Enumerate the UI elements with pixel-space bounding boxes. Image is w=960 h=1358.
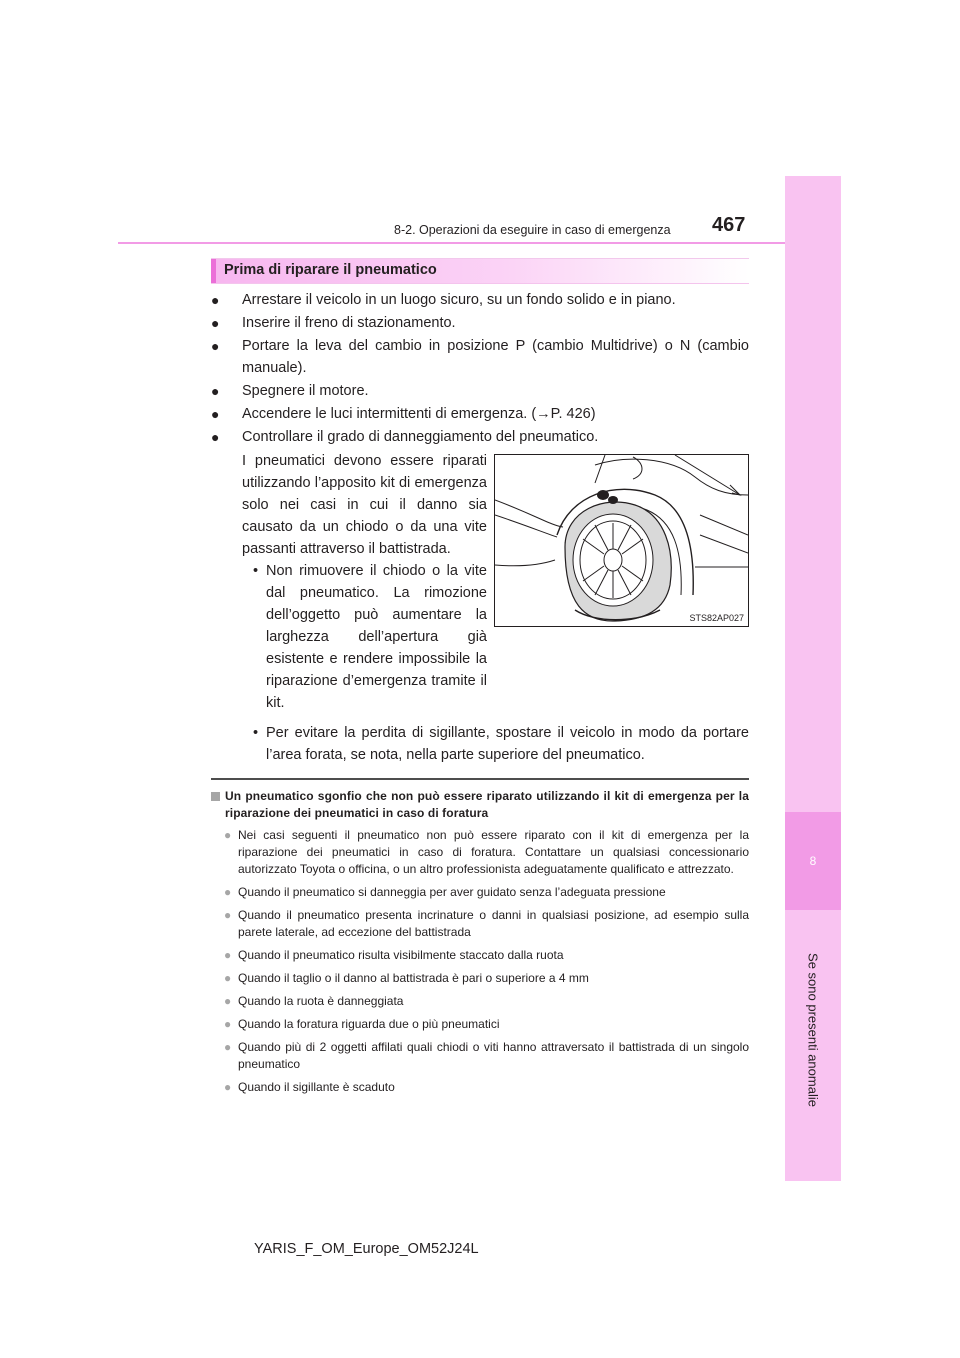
chapter-title: Se sono presenti anomalie — [805, 953, 821, 1107]
bullet-item: ● Spegnere il motore. — [211, 380, 749, 402]
note-dot-icon: ● — [224, 828, 232, 842]
sub-bullet-dot-icon: • — [253, 725, 259, 741]
note-dot-icon: ● — [224, 908, 232, 922]
sub-bullet-item: • Non rimuovere il chiodo o la vite dal pneumatico. La rimozione dell’oggetto può aumentare la larghezza dell’apertura già esistente e rendere impossibile la riparazione d’emergenza tramite il kit. — [242, 560, 487, 714]
tire-repair-paragraph — [242, 450, 487, 714]
note-title: Un pneumatico sgonfio che non può essere riparato utilizzando il kit di emergenza per la riparazione dei pneumatici in caso di foratura — [211, 788, 749, 822]
bullet-list — [211, 289, 749, 449]
running-header: 8-2. Operazioni da eseguire in caso di emergenza — [394, 223, 671, 237]
square-bullet-icon — [211, 792, 220, 801]
page-number: 467 — [712, 214, 746, 236]
chapter-number: 8 — [809, 854, 817, 868]
bullet-item: ● Arrestare il veicolo in un luogo sicuro, su un fondo solido e in piano. — [211, 289, 749, 311]
note-dot-icon: ● — [224, 971, 232, 985]
note-item: ● Quando più di 2 oggetti affilati quali chiodi o viti hanno attraversato il battistrada di un singolo pneumatico — [224, 1040, 749, 1071]
note-item: ● Quando la ruota è danneggiata — [224, 994, 404, 1008]
bullet-item: ● Accendere le luci intermittenti di emergenza. (→P. 426) — [211, 403, 749, 425]
flat-tire-illustration — [494, 454, 749, 627]
note-item: ● Quando il pneumatico risulta visibilmente staccato dalla ruota — [224, 948, 564, 962]
note-item: ● Nei casi seguenti il pneumatico non può essere riparato con il kit di emergenza per la riparazione dei pneumatici in caso di foratura. Contattare un qualsiasi concessionario autorizzato Toyota o officina, o un altro professionista adeguatamente qualificato e attrezzato. — [224, 828, 749, 876]
note-item: ● Quando il taglio o il danno al battistrada è pari o superiore a 4 mm — [224, 971, 589, 985]
section-heading-bar — [211, 258, 749, 283]
flat-tire-drawing — [495, 455, 748, 626]
header-rule — [118, 242, 785, 244]
note-dot-icon: ● — [224, 948, 232, 962]
bullet-dot-icon: ● — [211, 406, 220, 422]
section-divider — [211, 778, 749, 780]
note-item: ● Quando il pneumatico presenta incrinature o danni in qualsiasi posizione, ad esempio sulla parete laterale, ad eccezione del battistrada — [224, 908, 749, 939]
bullet-item: ● Portare la leva del cambio in posizione P (cambio Multidrive) o N (cambio manuale). — [211, 335, 749, 379]
note-dot-icon: ● — [224, 1017, 232, 1031]
note-dot-icon: ● — [224, 885, 232, 899]
section-underline — [211, 283, 749, 284]
bullet-dot-icon: ● — [211, 429, 220, 445]
note-dot-icon: ● — [224, 1040, 232, 1054]
figure-code: STS82AP027 — [689, 613, 744, 623]
bullet-item: ● Inserire il freno di stazionamento. — [211, 312, 749, 334]
note-item: ● Quando il pneumatico si danneggia per aver guidato senza l’adeguata pressione — [224, 885, 666, 899]
note-dot-icon: ● — [224, 994, 232, 1008]
bullet-dot-icon: ● — [211, 292, 220, 308]
section-heading-marker — [211, 259, 216, 283]
document-code: YARIS_F_OM_Europe_OM52J24L — [254, 1241, 479, 1257]
sub-bullet-dot-icon: • — [253, 563, 259, 579]
note-dot-icon: ● — [224, 1080, 232, 1094]
note-item: ● Quando il sigillante è scaduto — [224, 1080, 395, 1094]
notes-section — [211, 788, 749, 1102]
paragraph-text: I pneumatici devono essere riparati utilizzando l’apposito kit di emergenza solo nei casi in cui il danno sia causato da un chiodo o da una vite passanti attraverso il battistrada. — [242, 453, 487, 557]
sub-bullet-item: • Per evitare la perdita di sigillante, spostare il veicolo in modo da portare l’area forata, se nota, nella parte superiore del pneumatico. — [242, 722, 749, 766]
bullet-dot-icon: ● — [211, 338, 220, 354]
bullet-dot-icon: ● — [211, 383, 220, 399]
bullet-dot-icon: ● — [211, 315, 220, 331]
note-item: ● Quando la foratura riguarda due o più pneumatici — [224, 1017, 500, 1031]
bullet-item: ● Controllare il grado di danneggiamento del pneumatico. — [211, 426, 749, 448]
section-title: Prima di riparare il pneumatico — [224, 262, 437, 278]
